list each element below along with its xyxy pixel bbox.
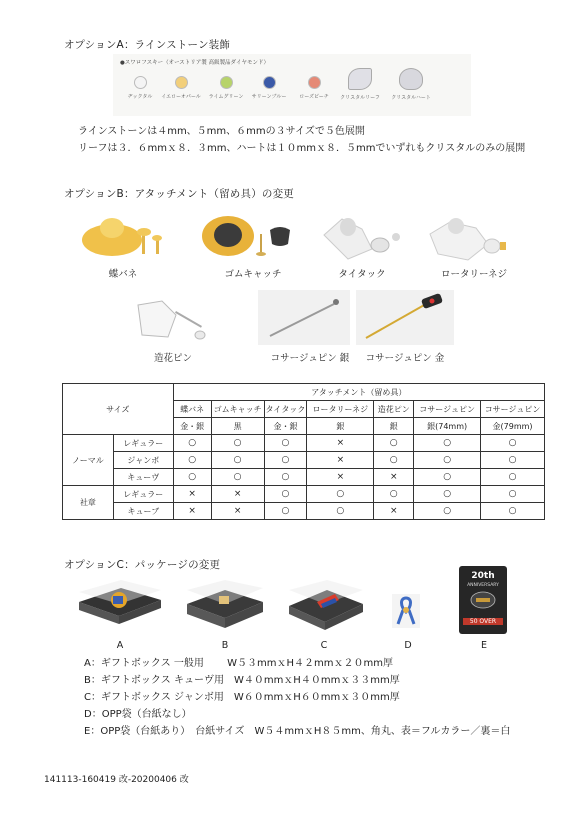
column-header: 蝶バネ xyxy=(173,401,211,418)
package-spec-list xyxy=(84,654,510,739)
swatch-stone-icon xyxy=(220,76,233,89)
compatibility-mark-cell: ○ xyxy=(264,469,307,486)
swatch-label: ヂックタル xyxy=(127,94,153,100)
subcolumn-header: 金・銀 xyxy=(173,418,211,435)
attachment-compatibility-table xyxy=(62,383,545,520)
column-header: コサージュピン xyxy=(481,401,545,418)
label-corsage-pin-gold: コサージュピン 金 xyxy=(365,353,445,364)
swatch-label: クリスタルハート xyxy=(391,95,431,101)
subcolumn-header: 黒 xyxy=(211,418,264,435)
compatibility-mark-cell: × xyxy=(307,435,374,452)
table-row xyxy=(63,469,545,486)
rhinestone-banner xyxy=(113,54,471,116)
compatibility-mark-cell: ○ xyxy=(481,469,545,486)
compatibility-mark-cell: × xyxy=(211,486,264,503)
swatch-label: ローズピーチ xyxy=(299,94,329,100)
compatibility-mark-cell: ○ xyxy=(414,469,481,486)
subcolumn-header: 銀(74mm) xyxy=(414,418,481,435)
compatibility-mark-cell: ○ xyxy=(414,503,481,520)
package-letter-b: B xyxy=(221,640,229,651)
subcolumn-header: 銀 xyxy=(374,418,414,435)
column-header: ゴムキャッチ xyxy=(211,401,264,418)
document-footer-code: 141113-160419 改-20200406 改 xyxy=(44,775,189,785)
subcolumn-header: 金(79mm) xyxy=(481,418,545,435)
compatibility-mark-cell: ○ xyxy=(414,435,481,452)
swatch xyxy=(291,76,337,100)
option-a-line-2: リーフは３．６mmｘ８．３mm、ハートは１０mmｘ８．５mmでいずれもクリスタルのみの展開 xyxy=(78,143,526,154)
compatibility-mark-cell: ○ xyxy=(307,486,374,503)
group-name-cell: ノーマル xyxy=(63,435,114,486)
label-corsage-pin-silver: コサージュピン 銀 xyxy=(270,353,350,364)
compatibility-mark-cell: × xyxy=(307,469,374,486)
compatibility-mark-cell: ○ xyxy=(173,435,211,452)
compatibility-mark-cell: ○ xyxy=(307,503,374,520)
swatch xyxy=(337,68,383,101)
swatch xyxy=(158,76,204,100)
swatch xyxy=(246,76,292,100)
option-a-heading: オプションA：ラインストーン装飾 xyxy=(64,39,231,51)
compatibility-mark-cell: × xyxy=(173,486,211,503)
size-cell: キューブ xyxy=(113,503,173,520)
swatch-stone-icon xyxy=(308,76,321,89)
group-name-cell: 社章 xyxy=(63,486,114,520)
swatch-label: ライムグリーン xyxy=(208,94,244,100)
table-row xyxy=(63,452,545,469)
rubber-catch-photo xyxy=(198,208,298,263)
compatibility-mark-cell: × xyxy=(374,503,414,520)
label-butterfly-clutch: 蝶バネ xyxy=(108,269,138,280)
rotary-screw-photo xyxy=(426,206,518,264)
butterfly-clutch-photo xyxy=(78,208,170,263)
size-cell: レギュラー xyxy=(113,486,173,503)
subcolumn-header: 金・銀 xyxy=(264,418,307,435)
size-cell: キューヴ xyxy=(113,469,173,486)
flower-pin-photo xyxy=(132,295,218,345)
option-b-heading: オプションB：アタッチメント（留め具）の変更 xyxy=(64,188,295,200)
package-e-20th: 20th xyxy=(471,571,495,581)
column-header: 造花ピン xyxy=(374,401,414,418)
column-header: タイタック xyxy=(264,401,307,418)
package-letter-c: C xyxy=(320,640,328,651)
swatch-stone-icon xyxy=(348,68,372,90)
corsage-pin-silver-photo xyxy=(258,290,350,345)
compatibility-mark-cell: ○ xyxy=(481,452,545,469)
swatch-label: クリスタルリーフ xyxy=(340,95,380,101)
table-row xyxy=(63,486,545,503)
package-spec-e: E：OPP袋（台紙あり） 台紙サイズ W５４mmｘH８５mm、角丸、表＝フルカラー／裏＝白 xyxy=(84,726,511,737)
swatch xyxy=(203,76,249,100)
swatch xyxy=(388,68,434,101)
package-letter-d: D xyxy=(404,640,412,651)
swatch-stone-icon xyxy=(134,76,147,89)
package-e-card xyxy=(459,566,507,634)
swatch-stone-icon xyxy=(399,68,423,90)
size-cell: ジャンボ xyxy=(113,452,173,469)
swatch xyxy=(117,76,163,100)
swatch-label: イエローオパール xyxy=(161,94,201,100)
compatibility-mark-cell: ○ xyxy=(481,486,545,503)
compatibility-mark-cell: ○ xyxy=(211,469,264,486)
compatibility-mark-cell: ○ xyxy=(173,452,211,469)
tie-tack-photo xyxy=(318,205,406,263)
label-rubber-catch: ゴムキャッチ xyxy=(224,269,282,280)
swatch-stone-icon xyxy=(175,76,188,89)
option-c-heading: オプションC：パッケージの変更 xyxy=(64,559,221,571)
compatibility-mark-cell: × xyxy=(211,503,264,520)
package-e-50-over: 50 OVER xyxy=(463,618,503,625)
swatch-stone-icon xyxy=(263,76,276,89)
compatibility-mark-cell: ○ xyxy=(481,435,545,452)
compatibility-mark-cell: ○ xyxy=(374,435,414,452)
package-spec-a: A：ギフトボックス 一般用 W５３mmｘH４２mmｘ２０mm厚 xyxy=(84,658,393,669)
swatch-label: サリーンブルー xyxy=(251,94,287,100)
option-a-line-1: ラインストーンは４mm、５mm、６mmの３サイズで５色展開 xyxy=(78,126,365,137)
package-e-emblem xyxy=(470,591,496,609)
column-header: コサージュピン xyxy=(414,401,481,418)
banner-title: ●スワロフスキー（オーストリア製 高級製品ダイヤモンド） xyxy=(120,60,269,66)
size-cell: レギュラー xyxy=(113,435,173,452)
column-header: ロータリーネジ xyxy=(307,401,374,418)
label-flower-pin: 造花ピン xyxy=(153,353,192,364)
subcolumn-header: 銀 xyxy=(307,418,374,435)
package-spec-c: C：ギフトボックス ジャンボ用 W６０mmｘH６０mmｘ３０mm厚 xyxy=(84,692,400,703)
label-tie-tack: タイタック xyxy=(338,269,386,280)
package-d-photo xyxy=(392,594,420,628)
table-row xyxy=(63,435,545,452)
package-c-photo xyxy=(287,580,365,632)
corsage-pin-gold-photo xyxy=(356,290,454,345)
compatibility-mark-cell: ○ xyxy=(211,435,264,452)
compatibility-mark-cell: ○ xyxy=(173,469,211,486)
compatibility-mark-cell: ○ xyxy=(264,503,307,520)
size-header: サイズ xyxy=(63,384,174,435)
compatibility-mark-cell: × xyxy=(173,503,211,520)
compatibility-mark-cell: ○ xyxy=(211,452,264,469)
package-letter-e: E xyxy=(480,640,487,651)
compatibility-mark-cell: × xyxy=(374,469,414,486)
label-rotary-screw: ロータリーネジ xyxy=(440,269,508,280)
compatibility-mark-cell: ○ xyxy=(414,452,481,469)
package-spec-b: B：ギフトボックス キューヴ用 W４０mmｘH４０mmｘ３３mm厚 xyxy=(84,675,400,686)
compatibility-mark-cell: ○ xyxy=(414,486,481,503)
compatibility-mark-cell: × xyxy=(307,452,374,469)
table-row xyxy=(63,503,545,520)
compatibility-mark-cell: ○ xyxy=(264,452,307,469)
package-e-anniversary: ANNIVERSARY xyxy=(467,583,499,588)
compatibility-mark-cell: ○ xyxy=(264,486,307,503)
compatibility-mark-cell: ○ xyxy=(264,435,307,452)
compatibility-mark-cell: ○ xyxy=(374,486,414,503)
compatibility-mark-cell: ○ xyxy=(374,452,414,469)
compatibility-mark-cell: ○ xyxy=(481,503,545,520)
attachment-group-header: アタッチメント（留め具） xyxy=(173,384,544,401)
package-a-photo xyxy=(75,580,165,628)
package-b-photo xyxy=(185,580,265,632)
package-letter-a: A xyxy=(116,640,124,651)
package-spec-d: D：OPP袋（台紙なし） xyxy=(84,709,192,720)
